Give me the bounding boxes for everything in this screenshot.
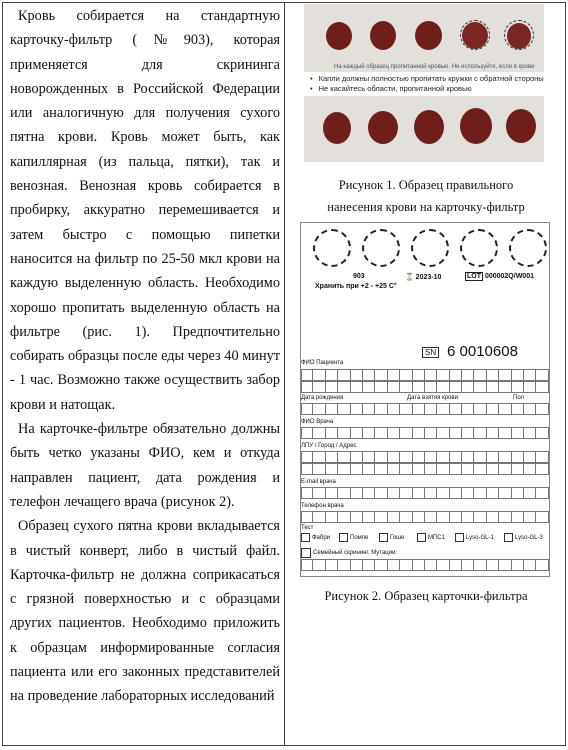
grid-cell	[499, 451, 511, 463]
grid-cell	[301, 451, 313, 463]
grid-cell	[450, 559, 462, 571]
label-phone: Телефон врача	[301, 503, 344, 509]
grid-cell	[351, 369, 363, 381]
figures-column	[290, 4, 562, 607]
checkbox-box[interactable]	[339, 533, 348, 542]
grid-cell	[351, 451, 363, 463]
grid-cell	[413, 463, 425, 475]
grid-cell	[388, 403, 400, 415]
grid-cell	[326, 451, 338, 463]
grid-cell	[400, 403, 412, 415]
grid-cell	[413, 451, 425, 463]
grid-cell	[413, 559, 425, 571]
checkbox-box[interactable]	[417, 533, 426, 542]
grid-cell	[413, 511, 425, 523]
grid-cell	[363, 487, 375, 499]
grid-cell	[425, 511, 437, 523]
photo-text: На каждый образец пропитанной кровью. Не используйте, если в крови	[334, 64, 535, 70]
checkbox-label: Помпе	[350, 534, 369, 541]
grid-cell	[351, 427, 363, 439]
grid-cell	[375, 487, 387, 499]
grid-cell	[375, 451, 387, 463]
grid-cell	[450, 381, 462, 393]
grid-cell	[301, 403, 313, 415]
grid-cell	[375, 427, 387, 439]
grid-cell	[512, 463, 524, 475]
filter-card	[300, 222, 550, 577]
grid-cell	[512, 487, 524, 499]
grid-cell	[487, 463, 499, 475]
grid-cell	[474, 403, 486, 415]
grid-cell	[301, 511, 313, 523]
paragraph-collection: Кровь собирается на стандартную карточку-фильтр (№903), которая применяется для скрининга новорожденных в Российской Федерации или аналогичную для получения сухого пятна крови. Кровь может быть, как капиллярная (из пальца, пятки), так и венозная. Венозная кровь собирается в пробирку, аккуратно перемешивается и затем быстро с помощью пипетки наносится на фильтр по 25-50 мкл крови на каждую выделенную область. Необходимо хорошо пропитать выделенную область на фильтре (рис. 1). Предпочтительно собирать образцы после еды через 40 минут - 1 час. Возможно также осуществить забор крови и натощак.	[10, 8, 280, 413]
grid-cell	[450, 463, 462, 475]
blood-spot	[414, 110, 444, 144]
grid-cell	[301, 463, 313, 475]
grid-cell	[437, 463, 449, 475]
grid-cell	[351, 403, 363, 415]
grid-cell	[425, 451, 437, 463]
grid-cell	[499, 369, 511, 381]
grid-cell	[338, 369, 350, 381]
grid-cell	[487, 511, 499, 523]
grid-cell	[375, 511, 387, 523]
grid-cell	[313, 511, 325, 523]
grid-cell	[400, 487, 412, 499]
checkbox-family-screening[interactable]	[301, 548, 397, 558]
grid-cell	[313, 369, 325, 381]
grid-cell	[338, 451, 350, 463]
checkbox-gaucher[interactable]	[379, 533, 404, 542]
grid-cell	[388, 369, 400, 381]
grid-cell	[536, 487, 548, 499]
grid-cell	[462, 511, 474, 523]
grid-cell	[413, 487, 425, 499]
grid-cell	[400, 559, 412, 571]
grid-cell	[326, 559, 338, 571]
grid-cell	[413, 381, 425, 393]
grid-cell	[499, 559, 511, 571]
grid-cell	[437, 559, 449, 571]
blood-spot	[370, 21, 396, 50]
label-doctor: ФИО Врача	[301, 419, 334, 425]
label-test: Тест	[301, 525, 314, 531]
grid-cell	[512, 381, 524, 393]
grid-cell	[450, 451, 462, 463]
grid-cell	[536, 451, 548, 463]
blood-spot	[368, 111, 398, 144]
sample-circle	[313, 229, 351, 267]
grid-cell	[400, 463, 412, 475]
bullet-item: • Капли должны полностью пропитать кружки с обратной стороны	[310, 74, 562, 84]
grid-cell	[388, 381, 400, 393]
paragraph-packaging: Образец сухого пятна крови вкладывается в чистый конверт, либо в чистый файл. Карточка-фильтр не должна соприкасаться с грязной поверхностью и с образцами других пациентов. Необходимо приложить к образцам информированные согласия пациента или его законных представителей на проведение лабораторных исследований	[10, 518, 280, 705]
grid-cell	[363, 369, 375, 381]
caption-line: нанесения крови на карточку-фильтр	[327, 200, 525, 214]
grid-cell	[487, 451, 499, 463]
blood-spots-photo-top	[304, 4, 544, 72]
grid-cell	[474, 511, 486, 523]
grid-cell	[512, 427, 524, 439]
grid-cell	[313, 403, 325, 415]
checkbox-lyso-gl1[interactable]	[455, 533, 494, 542]
grid-cell	[487, 559, 499, 571]
grid-cell	[351, 511, 363, 523]
grid-cell	[425, 559, 437, 571]
grid-cell	[326, 487, 338, 499]
grid-cell	[450, 511, 462, 523]
grid-cell	[499, 427, 511, 439]
grid-cell	[450, 427, 462, 439]
grid-cell	[326, 369, 338, 381]
sample-circle	[460, 229, 498, 267]
grid-cell	[512, 403, 524, 415]
caption-line: Рисунок 1. Образец правильного	[338, 178, 514, 192]
patient-name-grid	[301, 369, 549, 381]
grid-cell	[400, 511, 412, 523]
grid-cell	[474, 381, 486, 393]
instructions-text	[10, 4, 280, 742]
grid-cell	[487, 381, 499, 393]
grid-cell	[512, 369, 524, 381]
grid-cell	[413, 427, 425, 439]
grid-cell	[437, 403, 449, 415]
checkbox-label: Lyso-GL-3	[515, 534, 543, 541]
grid-cell	[326, 511, 338, 523]
grid-cell	[462, 403, 474, 415]
grid-cell	[524, 381, 536, 393]
grid-cell	[462, 559, 474, 571]
grid-cell	[351, 463, 363, 475]
checkbox-label: Семейный скрининг. Мутации:	[313, 550, 398, 556]
grid-cell	[425, 427, 437, 439]
grid-cell	[338, 559, 350, 571]
blood-spot	[460, 108, 492, 144]
email-grid	[301, 487, 549, 499]
blood-spot	[507, 23, 531, 49]
grid-cell	[363, 451, 375, 463]
grid-cell	[499, 403, 511, 415]
grid-cell	[338, 427, 350, 439]
sn-label: SN	[422, 347, 439, 358]
figure1-caption	[290, 174, 562, 218]
figure2-caption: Рисунок 2. Образец карточки-фильтра	[324, 589, 528, 603]
phone-grid	[301, 511, 549, 523]
grid-cell	[351, 559, 363, 571]
grid-cell	[524, 403, 536, 415]
grid-cell	[437, 381, 449, 393]
checkbox-label: МПС1	[428, 534, 445, 541]
checkbox-box[interactable]	[301, 533, 310, 542]
mutations-grid	[301, 559, 549, 571]
grid-cell	[474, 487, 486, 499]
grid-cell	[326, 403, 338, 415]
grid-cell	[536, 427, 548, 439]
grid-cell	[450, 369, 462, 381]
grid-cell	[462, 463, 474, 475]
checkbox-box[interactable]	[301, 548, 311, 558]
checkbox-pompe[interactable]	[339, 533, 368, 542]
grid-cell	[437, 427, 449, 439]
lpu-grid	[301, 451, 549, 463]
grid-cell	[400, 451, 412, 463]
grid-cell	[536, 369, 548, 381]
grid-cell	[313, 487, 325, 499]
grid-cell	[375, 403, 387, 415]
grid-cell	[536, 403, 548, 415]
grid-cell	[301, 487, 313, 499]
expiry-value: 2023-10	[415, 274, 442, 281]
grid-cell	[313, 451, 325, 463]
grid-cell	[499, 487, 511, 499]
grid-cell	[400, 369, 412, 381]
blood-spot	[326, 22, 352, 50]
grid-cell	[474, 451, 486, 463]
dates-grid	[301, 403, 549, 415]
label-birth-date: Дата рождения	[301, 395, 344, 401]
grid-cell	[363, 511, 375, 523]
grid-cell	[499, 511, 511, 523]
grid-cell	[499, 381, 511, 393]
grid-cell	[536, 559, 548, 571]
grid-cell	[474, 369, 486, 381]
grid-cell	[487, 403, 499, 415]
grid-cell	[512, 559, 524, 571]
sample-circle	[509, 229, 547, 267]
blood-spot	[415, 21, 442, 50]
grid-cell	[499, 463, 511, 475]
checkbox-fabry[interactable]	[301, 533, 330, 542]
grid-cell	[462, 381, 474, 393]
blood-spot	[506, 109, 536, 143]
lot-label: LOT	[467, 273, 481, 280]
grid-cell	[437, 487, 449, 499]
grid-cell	[363, 559, 375, 571]
checkbox-label: Гоше	[390, 534, 405, 541]
serial-number: 6 0010608	[447, 343, 518, 360]
grid-cell	[338, 511, 350, 523]
grid-cell	[313, 463, 325, 475]
grid-cell	[413, 403, 425, 415]
grid-cell	[388, 451, 400, 463]
blood-spot	[323, 112, 351, 144]
grid-cell	[338, 381, 350, 393]
card-code: 903	[353, 273, 365, 280]
checkbox-lyso-gl3[interactable]	[504, 533, 543, 542]
grid-cell	[536, 463, 548, 475]
grid-cell	[536, 511, 548, 523]
checkbox-box[interactable]	[455, 533, 464, 542]
grid-cell	[437, 369, 449, 381]
grid-cell	[524, 451, 536, 463]
grid-cell	[400, 381, 412, 393]
grid-cell	[388, 487, 400, 499]
grid-cell	[487, 487, 499, 499]
grid-cell	[301, 369, 313, 381]
grid-cell	[487, 427, 499, 439]
grid-cell	[474, 463, 486, 475]
patient-name-grid	[301, 381, 549, 393]
grid-cell	[474, 427, 486, 439]
blood-spots-photo-bottom	[304, 96, 544, 162]
grid-cell	[487, 369, 499, 381]
grid-cell	[326, 427, 338, 439]
checkbox-box[interactable]	[504, 533, 513, 542]
grid-cell	[388, 559, 400, 571]
grid-cell	[425, 463, 437, 475]
doctor-name-grid	[301, 427, 549, 439]
grid-cell	[512, 511, 524, 523]
bullet-item: • Не касайтесь области, пропитанной кровью	[310, 84, 562, 94]
grid-cell	[524, 463, 536, 475]
grid-cell	[524, 487, 536, 499]
grid-cell	[363, 403, 375, 415]
grid-cell	[413, 369, 425, 381]
grid-cell	[437, 451, 449, 463]
grid-cell	[425, 403, 437, 415]
grid-cell	[338, 403, 350, 415]
grid-cell	[326, 463, 338, 475]
grid-cell	[425, 369, 437, 381]
grid-cell	[326, 381, 338, 393]
grid-cell	[313, 559, 325, 571]
grid-cell	[462, 487, 474, 499]
grid-cell	[351, 487, 363, 499]
checkbox-mps1[interactable]	[417, 533, 445, 542]
grid-cell	[301, 427, 313, 439]
grid-cell	[375, 463, 387, 475]
grid-cell	[301, 381, 313, 393]
grid-cell	[301, 559, 313, 571]
figure1-bullets	[310, 74, 562, 94]
grid-cell	[450, 487, 462, 499]
grid-cell	[462, 369, 474, 381]
expiry-date: ⌛ 2023-10	[405, 274, 442, 281]
lot-value: 000002Q/W001	[484, 273, 534, 280]
label-patient: ФИО Пациента	[301, 360, 344, 366]
grid-cell	[524, 427, 536, 439]
grid-cell	[375, 369, 387, 381]
grid-cell	[313, 381, 325, 393]
label-email: E-mail врача	[301, 479, 336, 485]
sample-circle	[411, 229, 449, 267]
grid-cell	[313, 427, 325, 439]
sample-circle	[362, 229, 400, 267]
grid-cell	[388, 427, 400, 439]
column-divider	[284, 2, 285, 746]
grid-cell	[524, 369, 536, 381]
grid-cell	[363, 381, 375, 393]
blood-spot	[462, 22, 488, 49]
grid-cell	[512, 451, 524, 463]
grid-cell	[338, 487, 350, 499]
grid-cell	[462, 451, 474, 463]
paragraph-labeling: На карточке-фильтре обязательно должны быть четко указаны ФИО, кем и откуда направлен пациент, дата рождения и телефон лечащего врача (рисунок 2).	[10, 421, 280, 510]
checkbox-box[interactable]	[379, 533, 388, 542]
checkbox-label: Фабри	[312, 534, 331, 541]
grid-cell	[450, 403, 462, 415]
grid-cell	[474, 559, 486, 571]
grid-cell	[351, 381, 363, 393]
tests-row	[301, 531, 549, 545]
grid-cell	[400, 427, 412, 439]
storage-conditions: Хранить при +2 - +25 С°	[315, 283, 397, 290]
grid-cell	[388, 511, 400, 523]
grid-cell	[437, 511, 449, 523]
label-lpu: ЛПУ / Город / Адрес	[301, 443, 357, 449]
lot-number	[465, 273, 534, 280]
grid-cell	[363, 463, 375, 475]
checkbox-label: Lyso-GL-1	[466, 534, 494, 541]
grid-cell	[388, 463, 400, 475]
lpu-grid	[301, 463, 549, 475]
label-sex: Пол	[513, 395, 525, 401]
grid-cell	[425, 381, 437, 393]
grid-cell	[363, 427, 375, 439]
label-sample-date: Дата взятия крови	[407, 395, 458, 401]
grid-cell	[375, 381, 387, 393]
grid-cell	[425, 487, 437, 499]
grid-cell	[536, 381, 548, 393]
grid-cell	[375, 559, 387, 571]
grid-cell	[524, 559, 536, 571]
grid-cell	[462, 427, 474, 439]
grid-cell	[524, 511, 536, 523]
grid-cell	[338, 463, 350, 475]
